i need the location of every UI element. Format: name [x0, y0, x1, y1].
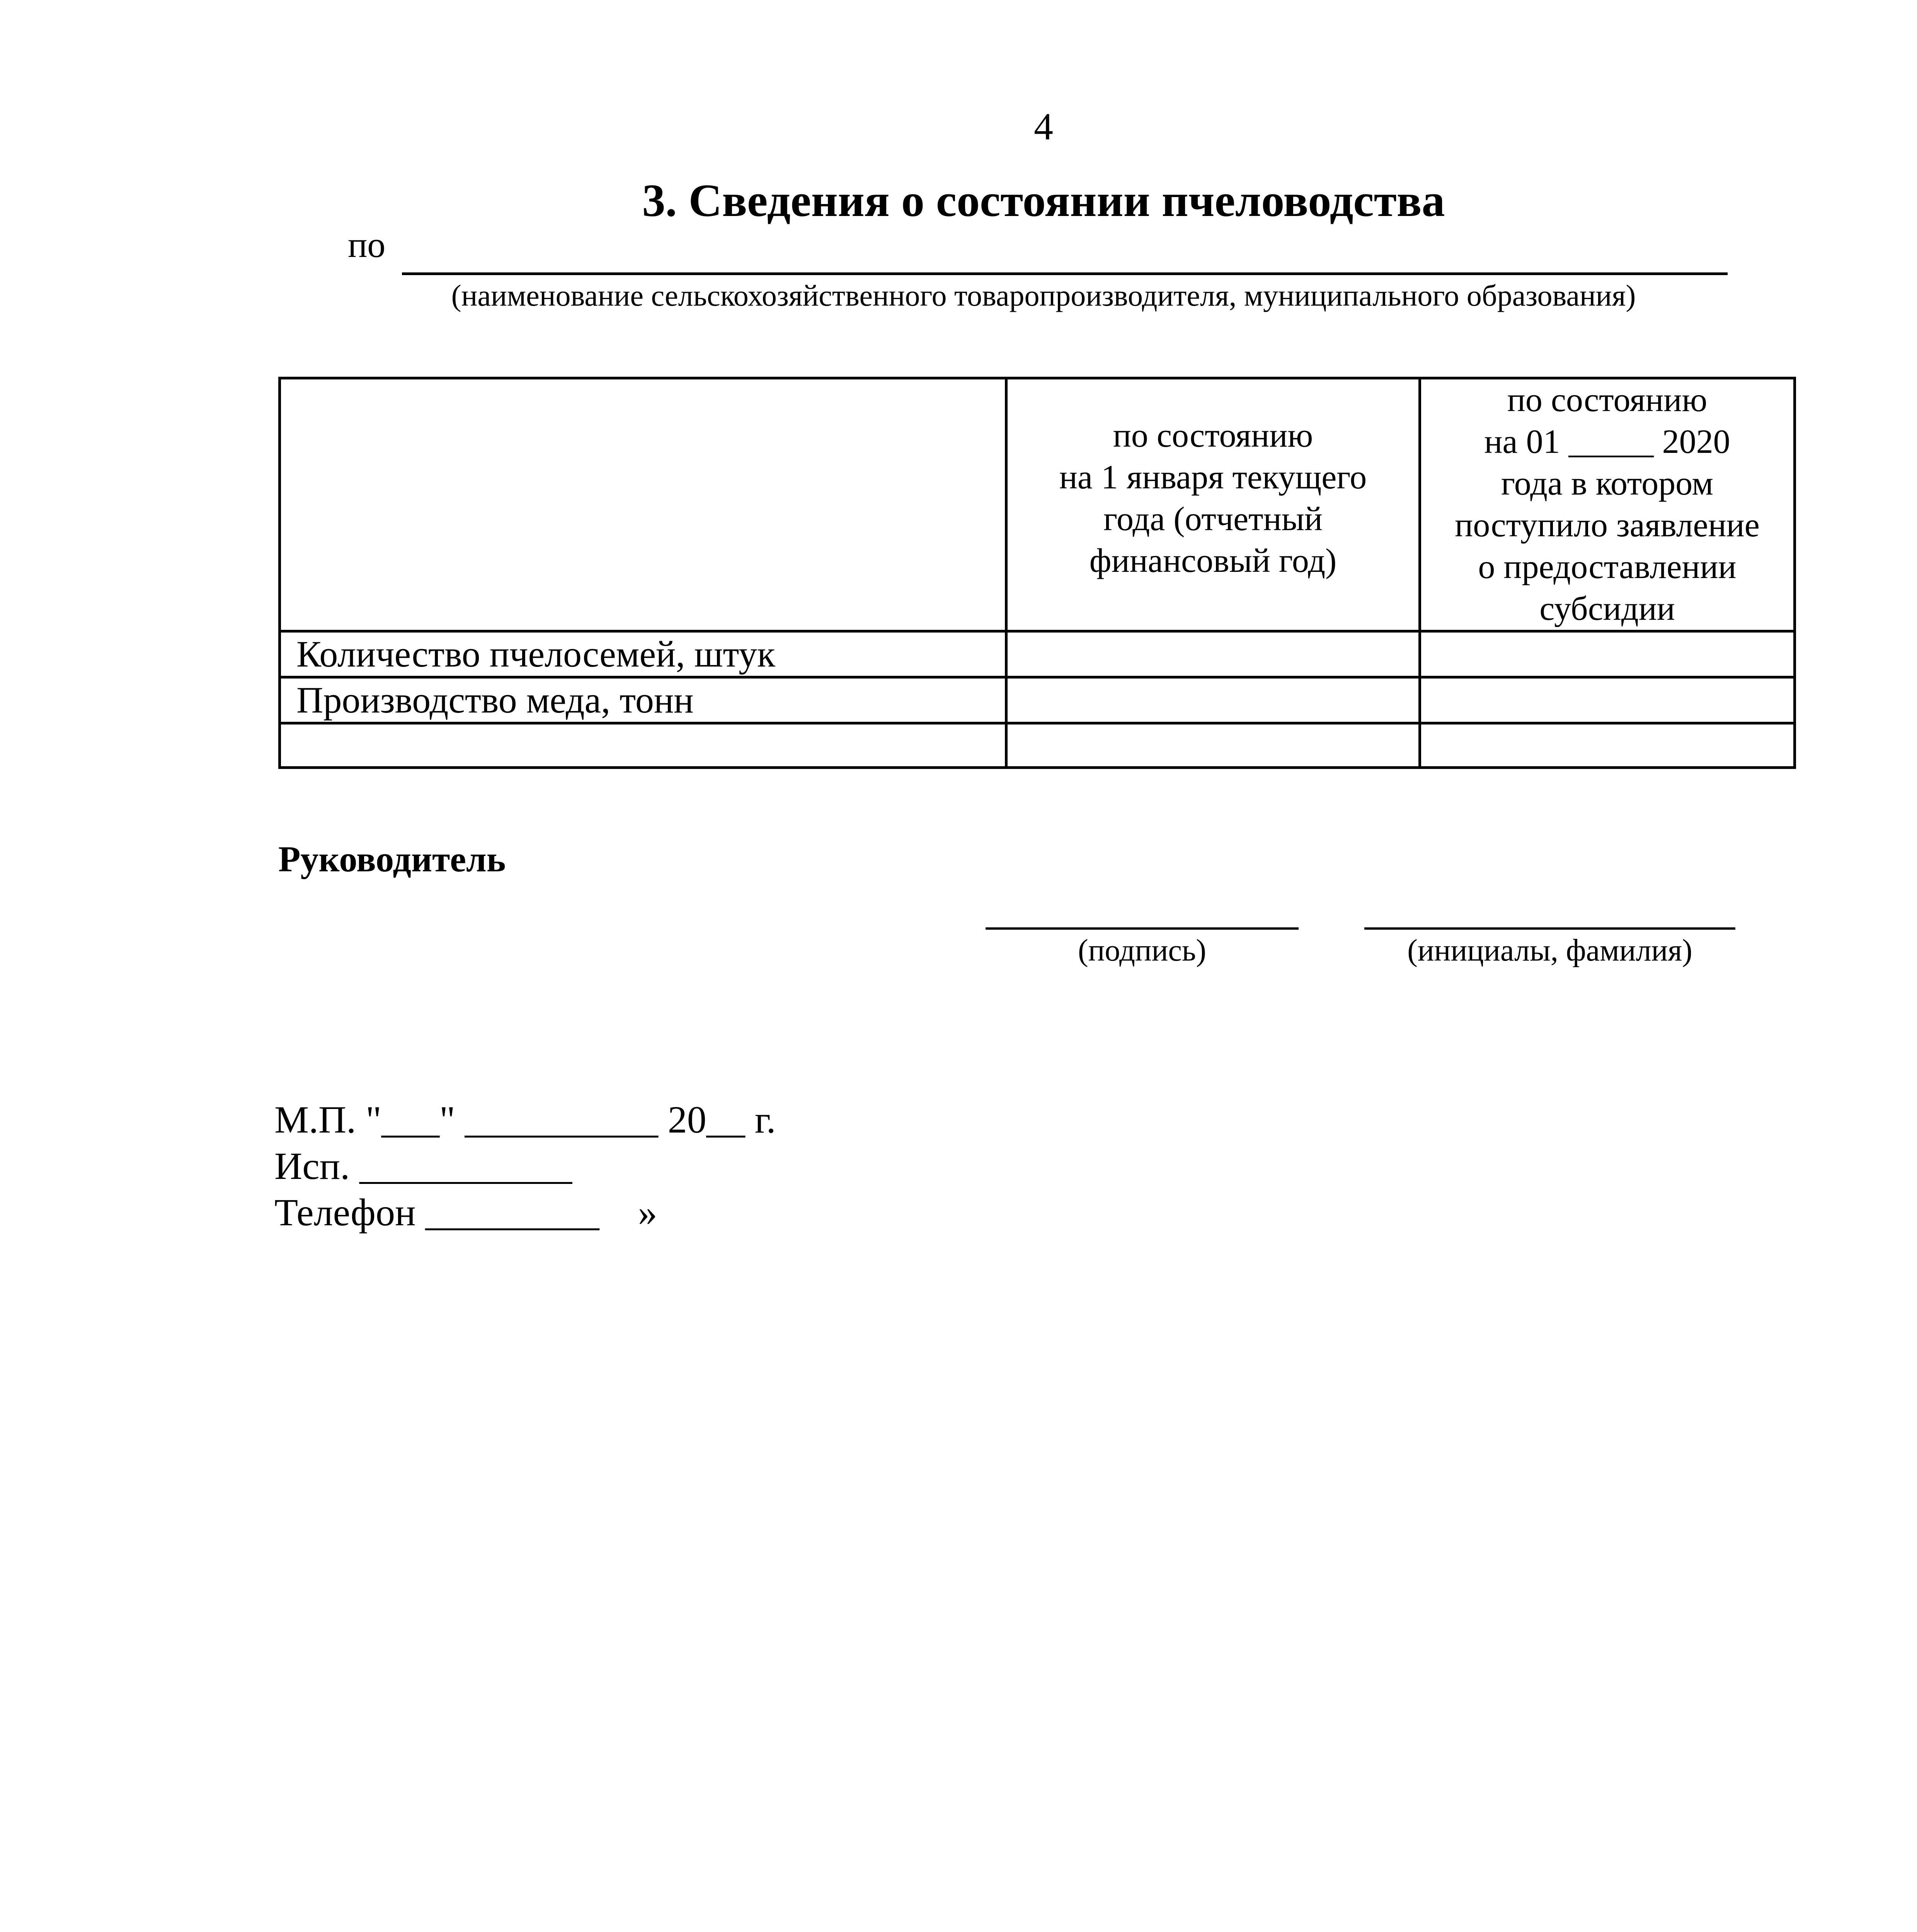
- executor-line: Исп. ___________: [274, 1145, 572, 1187]
- header-january-text: [1013, 415, 1413, 630]
- row-label: Производство меда, тонн: [280, 677, 1006, 723]
- table-row: [280, 677, 1795, 723]
- name-caption: (инициалы, фамилия): [1407, 934, 1692, 968]
- header-january-line-1: по состоянию: [1113, 417, 1313, 454]
- page-number: 4: [1034, 105, 1053, 148]
- name-line: [1364, 927, 1735, 930]
- phone-line: Телефон _________ »: [274, 1191, 657, 1234]
- header-application-line-4: поступило заявление: [1455, 507, 1760, 544]
- header-application-line-3: года в котором: [1501, 465, 1714, 502]
- signature-line: [986, 927, 1299, 930]
- table-row: [280, 631, 1795, 677]
- header-cell-application-date: [1420, 378, 1795, 631]
- producer-name-line: [402, 272, 1728, 275]
- table-cell[interactable]: [1420, 631, 1795, 677]
- header-application-line-6: субсидии: [1539, 590, 1675, 628]
- header-application-text: [1427, 379, 1788, 630]
- table-cell[interactable]: [1006, 677, 1420, 723]
- header-application-line-1: по состоянию: [1507, 381, 1708, 419]
- header-application-line-5: о предоставлении: [1478, 548, 1737, 586]
- header-application-line-2: на 01 _____ 2020: [1484, 423, 1730, 461]
- beekeeping-table: [278, 377, 1796, 769]
- row-label: [280, 723, 1006, 768]
- page-title: 3. Сведения о состоянии пчеловодства: [642, 175, 1445, 226]
- table-cell[interactable]: [1420, 723, 1795, 768]
- table-row: [280, 723, 1795, 768]
- table-cell[interactable]: [1006, 631, 1420, 677]
- table-cell[interactable]: [1006, 723, 1420, 768]
- header-january-line-3: года (отчетный: [1103, 500, 1323, 538]
- header-january-line-4: финансовый год): [1089, 542, 1337, 580]
- head-label: Руководитель: [278, 839, 506, 879]
- signature-caption: (подпись): [1078, 934, 1207, 968]
- po-label: по: [348, 225, 386, 265]
- table-header-row: [280, 378, 1795, 631]
- header-cell-january: [1006, 378, 1420, 631]
- header-january-line-2: на 1 января текущего: [1059, 459, 1367, 496]
- table-cell[interactable]: [1420, 677, 1795, 723]
- header-cell-empty: [280, 378, 1006, 631]
- stamp-date-line: М.П. "___" __________ 20__ г.: [274, 1098, 776, 1141]
- producer-name-caption: (наименование сельскохозяйственного товаропроизводителя, муниципального образования): [451, 279, 1636, 312]
- row-label: Количество пчелосемей, штук: [280, 631, 1006, 677]
